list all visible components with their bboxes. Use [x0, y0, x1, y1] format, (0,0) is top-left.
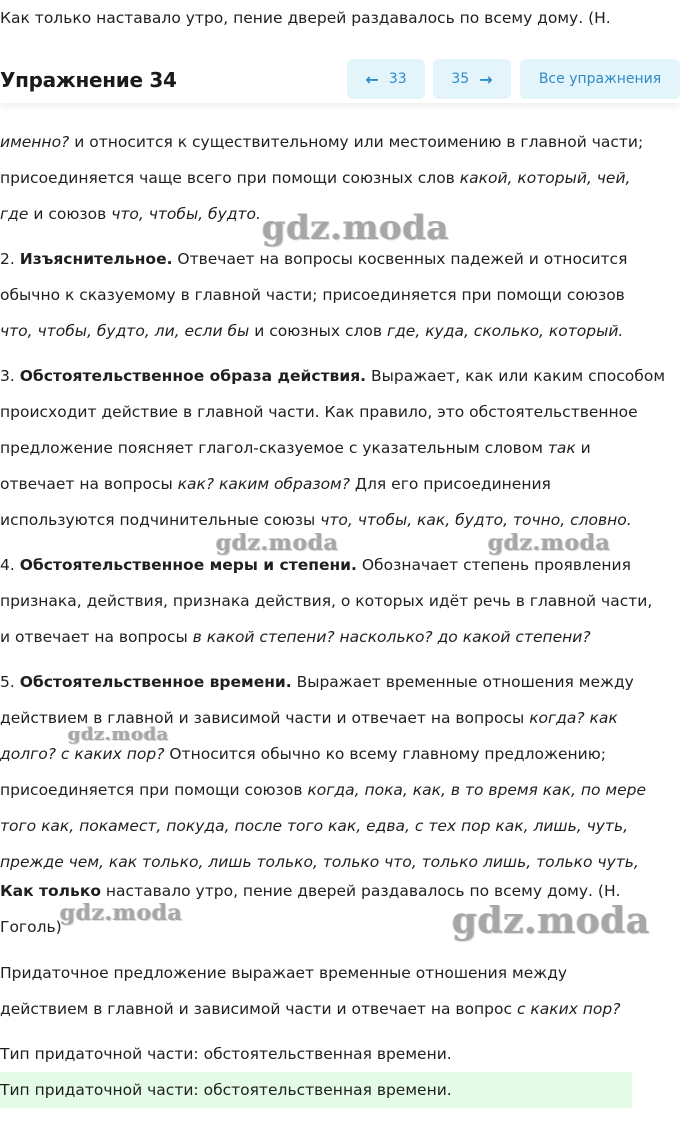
italic-term: так [547, 439, 576, 457]
watermark: gdz.moda [488, 530, 611, 556]
text-span: Выражает временные отношения между [291, 673, 634, 691]
text-span: и союзов [28, 205, 112, 223]
all-exercises-label: Все упражнения [538, 71, 662, 87]
next-exercise-button[interactable] [433, 59, 511, 99]
text-line [0, 365, 665, 387]
text-line: Придаточное предложение выражает временные отношения между [0, 964, 568, 982]
text-line: Тип придаточной части: обстоятельственная времени. [0, 1045, 452, 1063]
arrow-left-icon: ← [365, 69, 379, 89]
text-line [0, 320, 623, 342]
italic-term: именно? [0, 133, 70, 151]
bold-term: Как только [0, 882, 101, 900]
text-line: происходит действие в главной части. Как правило, это обстоятельственное [0, 403, 638, 421]
italic-term: что, чтобы, будто, ли, если бы [0, 322, 250, 340]
italic-term: когда, пока, как, в то время как, по мере [307, 781, 647, 799]
watermark: gdz.moda [216, 530, 339, 556]
bold-term: Обстоятельственное образа действия. [19, 367, 367, 385]
text-line [0, 880, 621, 902]
text-line [0, 131, 643, 153]
text-line [0, 473, 551, 495]
bold-term: Обстоятельственное времени. [19, 673, 292, 691]
text-span: и относится к существительному или местоимению в главной части; [69, 133, 644, 151]
text-span: и отвечает на вопросы [0, 628, 193, 646]
text-line [0, 248, 627, 270]
italic-term: где, куда, сколько, который. [386, 322, 624, 340]
all-exercises-button[interactable] [520, 59, 680, 99]
answer-highlight [0, 1072, 632, 1108]
watermark: gdz.moda [262, 208, 450, 248]
text-span: присоединяется чаще всего при помощи союзных слов [0, 169, 460, 187]
top-partial-line: Как только наставало утро, пение дверей раздавалось по всему дому. (Н. [0, 9, 611, 27]
italic-term: прежде чем, как только, лишь только, только что, только лишь, только чуть, [0, 853, 639, 871]
text-line [0, 509, 632, 531]
italic-term: где [0, 205, 29, 223]
text-line: Гоголь) [0, 918, 62, 936]
text-span: отвечает на вопросы [0, 475, 178, 493]
italic-term: долго? с каких пор? [0, 745, 165, 763]
exercise-header [0, 56, 680, 103]
item-number: 4. [0, 556, 20, 574]
text-span: Отвечает на вопросы косвенных падежей и относится [172, 250, 628, 268]
watermark: gdz.moda [68, 724, 169, 745]
bold-term: Изъяснительное. [19, 250, 173, 268]
prev-exercise-label: 33 [388, 71, 407, 87]
text-line [0, 203, 261, 225]
text-span: действием в главной и зависимой части и отвечает на вопросы [0, 709, 530, 727]
text-line [0, 815, 628, 837]
watermark: gdz.moda [452, 900, 650, 942]
prev-exercise-button[interactable] [347, 59, 425, 99]
text-line [0, 671, 634, 693]
text-span: Выражает, как или каким способом [366, 367, 666, 385]
page-title: Упражнение 34 [0, 68, 177, 92]
text-span: Для его присоединения [349, 475, 551, 493]
watermark: gdz.moda [60, 900, 183, 926]
text-span: и союзных слов [249, 322, 387, 340]
text-span: используются подчинительные союзы [0, 511, 321, 529]
italic-term: что, чтобы, как, будто, точно, словно. [320, 511, 632, 529]
text-line [0, 779, 646, 801]
text-line: признака, действия, признака действия, о которых идёт речь в главной части, [0, 592, 653, 610]
italic-term: с каких пор? [516, 1000, 621, 1018]
text-line: обычно к сказуемому в главной части; присоединяется при помощи союзов [0, 286, 625, 304]
text-line [0, 998, 620, 1020]
item-number: 2. [0, 250, 20, 268]
next-exercise-label: 35 [451, 71, 470, 87]
text-line [0, 167, 630, 189]
text-span: присоединяется при помощи союзов [0, 781, 308, 799]
italic-term: в какой степени? насколько? до какой степени? [192, 628, 591, 646]
text-line [0, 851, 639, 873]
text-span: действием в главной и зависимой части и отвечает на вопрос [0, 1000, 517, 1018]
italic-term: того как, покамест, покуда, после того как, едва, с тех пор как, лишь, чуть, [0, 817, 629, 835]
text-span: Относится обычно ко всему главному предложению; [164, 745, 607, 763]
text-line [0, 743, 606, 765]
item-number: 3. [0, 367, 20, 385]
item-number: 5. [0, 673, 20, 691]
italic-term: как? каким образом? [177, 475, 350, 493]
bold-term: Обстоятельственное меры и степени. [19, 556, 357, 574]
text-span: наставало утро, пение дверей раздавалось по всему дому. (Н. [101, 882, 621, 900]
text-span: Обозначает степень проявления [356, 556, 631, 574]
text-line [0, 626, 591, 648]
italic-term: какой, который, чей, [459, 169, 631, 187]
text-line [0, 437, 591, 459]
text-span: и [575, 439, 591, 457]
text-line [0, 554, 631, 576]
italic-term: что, чтобы, будто. [111, 205, 261, 223]
answer-text: Тип придаточной части: обстоятельственная времени. [0, 1081, 452, 1099]
italic-term: когда? как [529, 709, 618, 727]
arrow-right-icon: → [479, 69, 493, 89]
text-span: предложение поясняет глагол-сказуемое с указательным словом [0, 439, 548, 457]
